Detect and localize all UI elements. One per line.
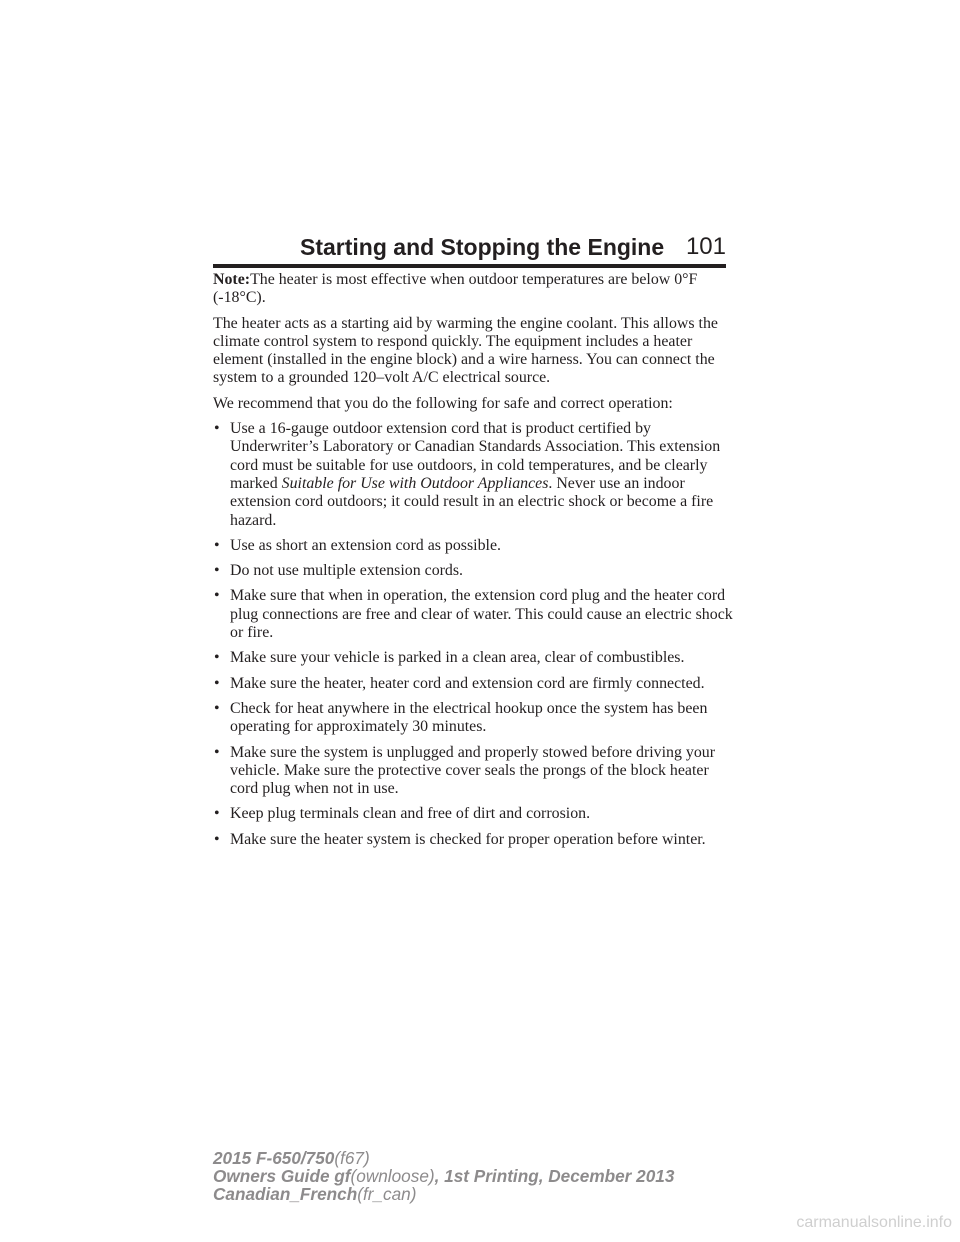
site-watermark: carmanualsonline.info [796, 1214, 952, 1231]
list-item-text: Make sure the heater system is checked for proper operation before winter. [230, 830, 706, 848]
bullet-mark: • [214, 674, 220, 692]
list-item-text: Make sure your vehicle is parked in a clean area, clear of combustibles. [230, 649, 685, 667]
bullet-mark: • [214, 699, 220, 717]
list-item [213, 675, 733, 693]
section-title: Starting and Stopping the Engine [300, 234, 665, 260]
note-text: The heater is most effective when outdoor temperatures are below 0°F (-18°C). [213, 271, 698, 307]
note-paragraph [213, 271, 733, 308]
note-label: Note: [213, 271, 251, 288]
list-item-text: Do not use multiple extension cords. [230, 562, 464, 580]
bullet-mark: • [214, 830, 220, 848]
footer-line-model: 2015 F-650/750(f67) [213, 1148, 370, 1168]
bullet-mark: • [214, 587, 220, 605]
list-item-text: Keep plug terminals clean and free of dirt and corrosion. [230, 805, 591, 823]
list-item [213, 805, 733, 823]
bullet-mark: • [214, 649, 220, 667]
list-item [213, 744, 733, 799]
list-item [213, 700, 733, 737]
list-item-text-end: . Never use an indoor extension cord outdoors; it could result in an electric shock or become a fire hazard. [230, 474, 714, 529]
list-item [213, 831, 733, 849]
bullet-mark: • [214, 743, 220, 761]
page-number: 101 [685, 233, 726, 260]
recommendation-list [213, 420, 733, 849]
recommend-paragraph: We recommend that you do the following for safe and correct operation: [213, 394, 673, 412]
intro-paragraph: The heater acts as a starting aid by warming the engine coolant. This allows the climate control system to respond quickly. The equipment includes a heater element (installed in the engine block) and a wire harness. You can connect the system to a grounded 120–volt A/C electrical source. [213, 314, 718, 387]
list-item-italic: Suitable for Use with Outdoor Appliances [281, 474, 549, 492]
bullet-mark: • [214, 536, 220, 554]
list-item-text: Use a 16-gauge outdoor extension cord that is product certified by Underwriter’s Laboratory or Canadian Standards Association. This extension cord must be suitable for use outdoors, in cold temperatures, and be clearly marked [230, 420, 721, 492]
list-item-text: Use as short an extension cord as possible. [230, 536, 501, 554]
list-item [213, 420, 733, 530]
footer-line-language: Canadian_French(fr_can) [213, 1184, 417, 1204]
bullet-mark: • [214, 562, 220, 580]
list-item [213, 649, 733, 667]
list-item-text: Make sure the heater, heater cord and extension cord are firmly connected. [230, 674, 705, 692]
list-item-text: Make sure the system is unplugged and properly stowed before driving your vehicle. Make sure the protective cover seals the prongs of the block heater cord plug when not in use. [230, 743, 715, 798]
print-info-footer [213, 1149, 674, 1203]
list-item-text: Make sure that when in operation, the extension cord plug and the heater cord plug connections are free and clear of water. This could cause an electric shock or fire. [230, 587, 733, 642]
page-header [300, 227, 726, 267]
bullet-mark: • [214, 805, 220, 823]
list-item [213, 587, 733, 642]
body-content [213, 268, 733, 856]
footer-line-guide: Owners Guide gf(ownloose), 1st Printing, December 2013 [213, 1166, 675, 1186]
list-item-text: Check for heat anywhere in the electrical hookup once the system has been operating for approximately 30 minutes. [230, 699, 708, 736]
bullet-mark: • [214, 420, 220, 438]
list-item [213, 562, 733, 580]
list-item [213, 537, 733, 555]
